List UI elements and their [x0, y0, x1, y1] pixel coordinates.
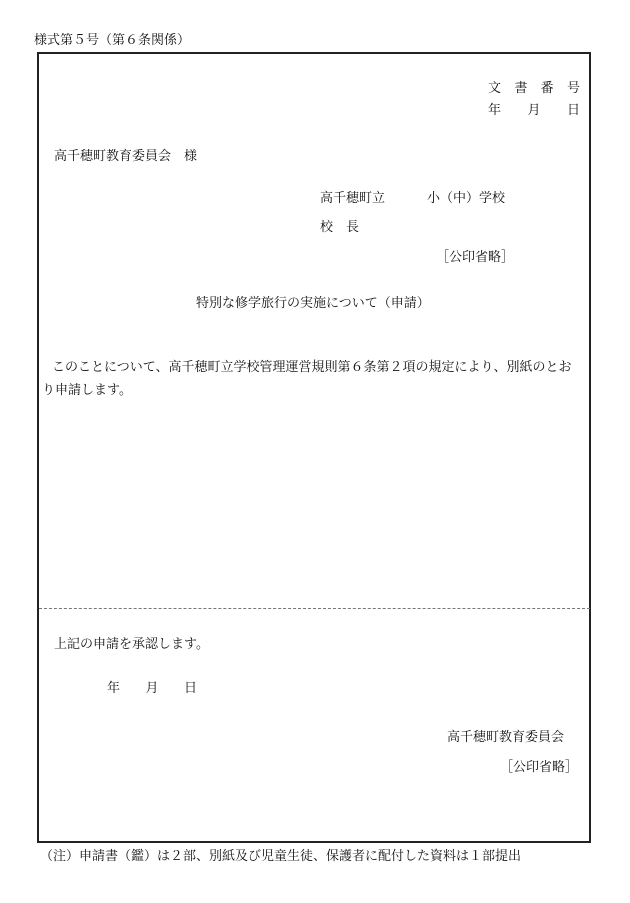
sender-town: 高千穂町立 [320, 191, 386, 206]
body-text-line-1: このことについて、高千穂町立学校管理運営規則第６条第２項の規定により、別紙のとお [52, 360, 572, 375]
sender-principal: 校 長 [320, 220, 360, 235]
date-day: 日 [566, 103, 580, 118]
approval-board: 高千穂町教育委員会 [447, 730, 565, 745]
doc-number-char: 号 [566, 81, 580, 96]
doc-number-char: 文 [488, 81, 502, 96]
approval-divider [39, 608, 590, 609]
date-year: 年 [488, 103, 502, 118]
date-line-top [488, 104, 580, 117]
approval-date [107, 682, 197, 695]
approval-text: 上記の申請を承認します。 [54, 637, 209, 652]
doc-number-char: 番 [540, 81, 554, 96]
sender-school: 小（中）学校 [427, 191, 506, 206]
footnote: （注）申請書（鑑）は２部、別紙及び児童生徒、保護者に配付した資料は１部提出 [40, 849, 522, 864]
addressee: 高千穂町教育委員会 様 [54, 149, 198, 164]
seal-omitted-sender: ［公印省略］ [436, 250, 515, 265]
body-text-line-2: り申請します。 [42, 383, 132, 398]
seal-omitted-board: ［公印省略］ [500, 760, 579, 775]
approval-day: 日 [183, 681, 197, 696]
document-frame [37, 52, 591, 843]
date-month: 月 [527, 103, 541, 118]
form-label: 様式第５号（第６条関係） [34, 33, 191, 48]
approval-month: 月 [145, 681, 159, 696]
doc-number-char: 書 [514, 81, 528, 96]
approval-year: 年 [107, 681, 121, 696]
document-subject: 特別な修学旅行の実施について（申請） [196, 296, 430, 311]
document-number-label [488, 82, 580, 95]
